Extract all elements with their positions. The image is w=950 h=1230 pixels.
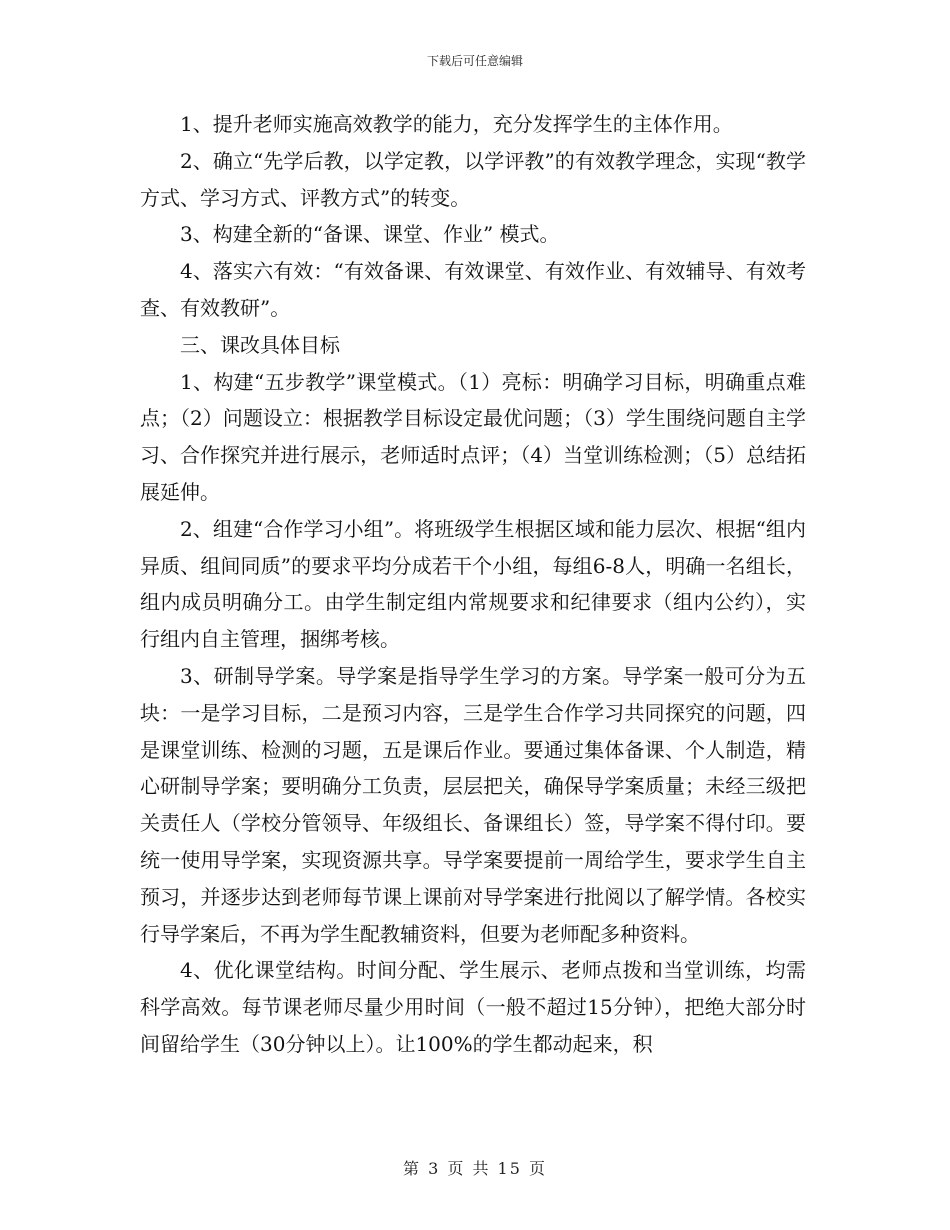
paragraph-target-1: 1、构建“五步教学”课堂模式。（1）亮标：明确学习目标，明确重点难点；（2）问题设立：根据教学目标设定最优问题；（3）学生围绕问题自主学习、合作探究并进行展示，老师适时点评；（4）当堂训练检测；（5）总结拓展延伸。 [140, 369, 806, 504]
paragraph-goal-2: 2、确立“先学后教，以学定教，以学评教”的有效教学理念，实现“教学方式、学习方式、评教方式”的转变。 [140, 148, 806, 210]
paragraph-target-4: 4、优化课堂结构。时间分配、学生展示、老师点拨和当堂训练，均需科学高效。每节课老师尽量少用时间（一般不超过15分钟），把绝大部分时间留给学生（30分钟以上）。让100%的学生都动起来，积 [140, 958, 806, 1056]
document-body [140, 106, 806, 1063]
paragraph-target-2: 2、组建“合作学习小组”。将班级学生根据区域和能力层次、根据“组内异质、组间同质”的要求平均分成若干个小组，每组6-8人，明确一名组长，组内成员明确分工。由学生制定组内常规要求和纪律要求（组内公约），实行组内自主管理，捆绑考核。 [140, 516, 806, 652]
paragraph-goal-4: 4、落实六有效：“有效备课、有效课堂、有效作业、有效辅导、有效考查、有效教研”。 [140, 259, 806, 320]
paragraph-goal-1: 1、提升老师实施高效教学的能力，充分发挥学生的主体作用。 [180, 112, 733, 136]
paragraph-target-3: 3、研制导学案。导学案是指导学生学习的方案。导学案一般可分为五块：一是学习目标，二是预习内容，三是学生合作学习共同探究的问题，四是课堂训练、检测的习题，五是课后作业。要通过集体备课、个人制造，精心研制导学案；要明确分工负责，层层把关，确保导学案质量；未经三级把关责任人（学校分管领导、年级组长、备课组长）签，导学案不得付印。要统一使用导学案，实现资源共享。导学案要提前一周给学生，要求学生自主预习，并逐步达到老师每节课上课前对导学案进行批阅以了解学情。各校实行导学案后，不再为学生配教辅资料，但要为老师配多种资料。 [140, 663, 806, 946]
page-footer: 第 3 页 共 15 页 [403, 1159, 547, 1178]
paragraph-goal-3: 3、构建全新的“备课、课堂、作业” 模式。 [180, 222, 560, 247]
page-header: 下载后可任意编辑 [426, 54, 523, 68]
section-heading: 三、课改具体目标 [180, 332, 340, 357]
